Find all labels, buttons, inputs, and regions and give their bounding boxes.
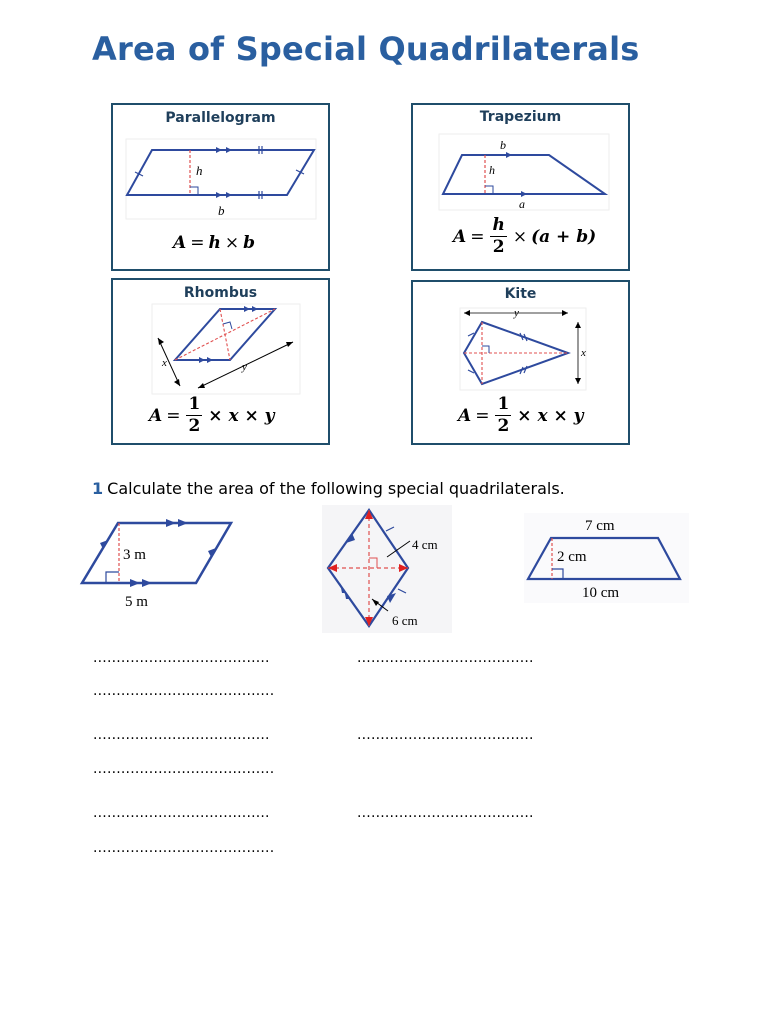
exercise-rhombus-diag1: 4 cm (412, 537, 438, 552)
card-kite (411, 280, 630, 445)
parallelogram-diagram (122, 135, 322, 225)
card-title: Kite (504, 286, 537, 302)
answer-line[interactable]: ....................................... (93, 761, 275, 777)
trapezium-h-label: h (489, 163, 495, 177)
exercise-parallelogram-base: 5 m (125, 594, 148, 610)
trapezium-a-label: a (519, 197, 525, 211)
rhombus-y-label: y (242, 361, 247, 373)
answer-line[interactable]: ...................................... (93, 805, 270, 821)
answer-line[interactable]: ...................................... (357, 650, 534, 666)
card-title: Rhombus (183, 285, 258, 301)
answer-line[interactable]: ...................................... (357, 727, 534, 743)
exercise-trapezium-top: 7 cm (585, 518, 615, 534)
answer-line[interactable]: ...................................... (93, 650, 270, 666)
answer-line[interactable]: ....................................... (93, 683, 275, 699)
kite-y-label: y (514, 307, 519, 319)
parallelogram-h-label: h (196, 163, 203, 178)
exercise-trapezium (524, 513, 689, 603)
card-trapezium (411, 103, 630, 271)
exercise-trapezium-bottom: 10 cm (582, 585, 620, 601)
exercise-parallelogram (78, 515, 238, 615)
question-number: 1 (92, 479, 104, 498)
card-title: Parallelogram (165, 110, 276, 126)
parallelogram-b-label: b (218, 203, 225, 218)
answer-line[interactable]: ....................................... (93, 840, 275, 856)
exercise-rhombus-diag2: 6 cm (392, 613, 418, 628)
parallelogram-formula: A = h × b (173, 233, 255, 253)
card-title: Trapezium (479, 109, 562, 125)
rhombus-formula: A = $\frac{1}{2}$ × x × y (149, 394, 275, 436)
question-1 (92, 479, 565, 498)
exercise-rhombus (322, 505, 452, 633)
question-text: Calculate the area of the following special quadrilaterals. (107, 479, 565, 498)
rhombus-diagram (150, 302, 302, 397)
page-title: Area of Special Quadrilaterals (92, 30, 640, 68)
trapezium-b-label: b (500, 138, 506, 152)
trapezium-diagram (437, 132, 612, 212)
answer-line[interactable]: ...................................... (93, 727, 270, 743)
kite-x-label: x (581, 347, 586, 359)
card-parallelogram (111, 103, 330, 271)
card-rhombus (111, 278, 330, 445)
trapezium-formula: A = $\frac{h}{2}$ × (a + b) (453, 215, 597, 257)
kite-formula: A = $\frac{1}{2}$ × x × y (458, 394, 584, 436)
kite-diagram (458, 306, 588, 391)
exercise-trapezium-height: 2 cm (557, 549, 587, 565)
rhombus-x-label: x (162, 357, 167, 369)
exercise-parallelogram-height: 3 m (123, 547, 146, 563)
answer-line[interactable]: ...................................... (357, 805, 534, 821)
